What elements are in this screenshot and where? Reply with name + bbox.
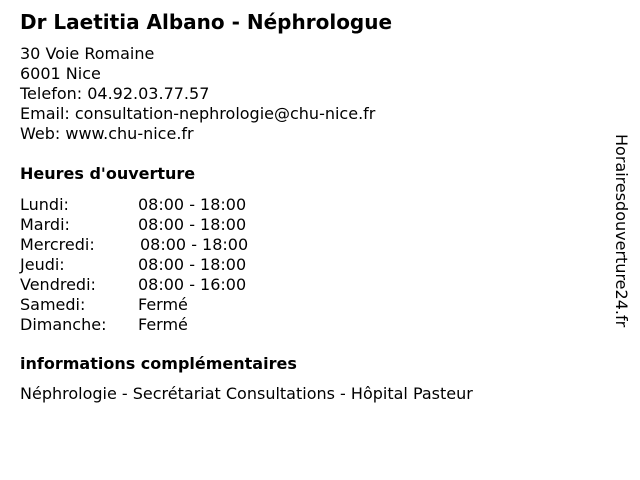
time-value: 08:00 - 18:00 [140,235,249,254]
time-value: Fermé [138,295,188,314]
day-label: Vendredi: [20,275,96,294]
day-label: Dimanche: [20,315,107,334]
hours-row-thursday [20,255,320,275]
hours-row-saturday [20,295,320,315]
city-address: 6001 Nice [20,64,101,83]
hours-row-monday [20,195,320,215]
hours-row-tuesday [20,215,320,235]
info-text: Néphrologie - Secrétariat Consultations - Hôpital Pasteur [20,384,473,403]
web-line: Web: www.chu-nice.fr [20,124,194,143]
time-value: 08:00 - 18:00 [138,215,247,234]
phone-line: Telefon: 04.92.03.77.57 [20,84,210,103]
day-label: Samedi: [20,295,86,314]
hours-row-friday [20,275,320,295]
hours-table [20,195,320,335]
day-label: Lundi: [20,195,69,214]
hours-heading: Heures d'ouverture [20,164,196,183]
time-value: 08:00 - 16:00 [138,275,247,294]
email-line: Email: consultation-nephrologie@chu-nice.fr [20,104,376,123]
hours-row-wednesday [20,235,320,255]
page-title: Dr Laetitia Albano - Néphrologue [20,10,393,34]
day-label: Mardi: [20,215,70,234]
info-heading: informations complémentaires [20,354,297,373]
day-label: Mercredi: [20,235,95,254]
day-label: Jeudi: [20,255,65,274]
hours-row-sunday [20,315,320,335]
street-address: 30 Voie Romaine [20,44,155,63]
time-value: 08:00 - 18:00 [138,195,247,214]
site-watermark: Horairesdouverture24.fr [612,134,631,328]
time-value: 08:00 - 18:00 [138,255,247,274]
contact-block [20,44,375,144]
time-value: Fermé [138,315,188,334]
